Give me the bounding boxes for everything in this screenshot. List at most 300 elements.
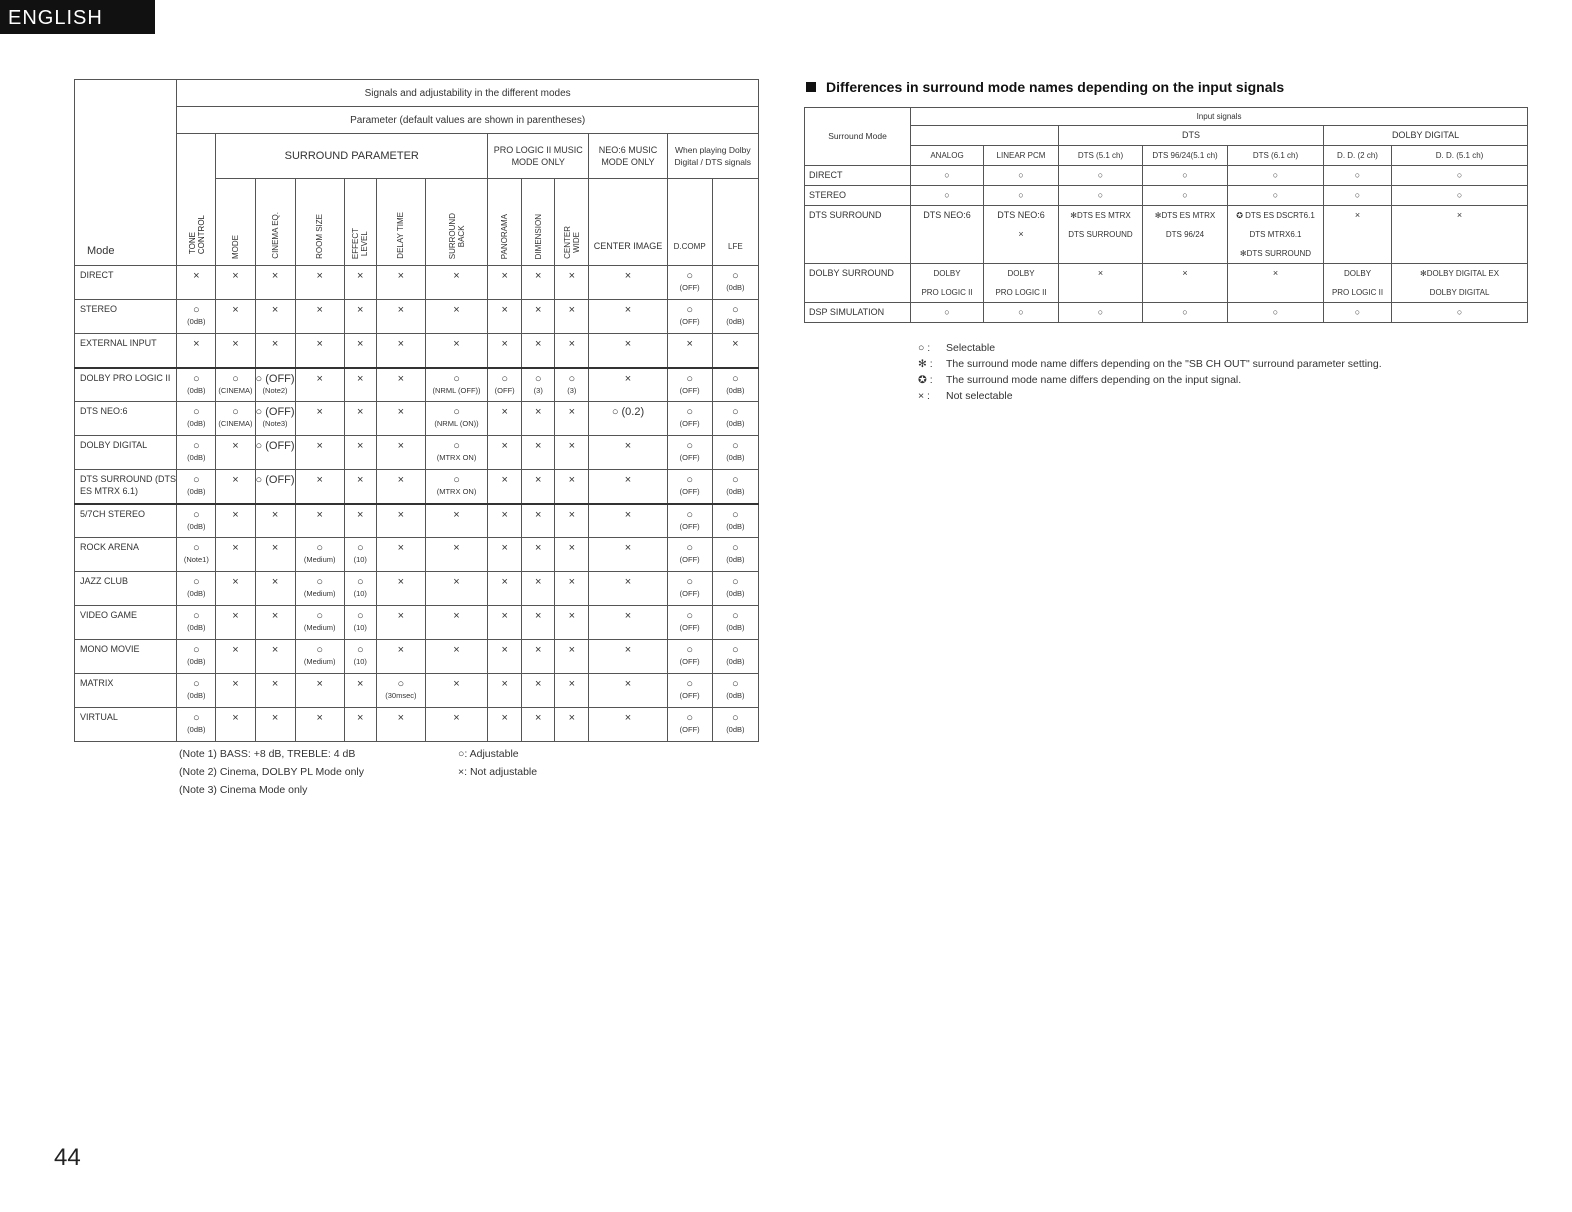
- mode-name: DTS SURROUND (DTS ES MTRX 6.1): [75, 470, 177, 504]
- cell-symbol: ×: [535, 508, 542, 521]
- cell-symbol: ×: [357, 372, 364, 385]
- cell-symbol: ○: [732, 270, 739, 282]
- table-cell: [376, 368, 425, 402]
- surround-mode-name: DIRECT: [805, 166, 911, 186]
- cell-symbol: ×: [732, 338, 739, 350]
- cell-default: (NRML (ON)): [434, 419, 479, 428]
- table-cell: [667, 334, 712, 368]
- table-row: [75, 606, 759, 640]
- cell-symbol: ○: [232, 372, 239, 385]
- cell-symbol: ○: [193, 610, 200, 622]
- table-cell: [255, 504, 295, 538]
- page-number: 44: [54, 1144, 81, 1171]
- table-cell: [712, 402, 758, 436]
- cell-default: (30msec): [385, 691, 417, 700]
- cell-default: (OFF): [679, 691, 700, 700]
- cell-symbol: ○: [193, 508, 200, 521]
- table-cell: [376, 334, 425, 368]
- table-cell: DOLBY PRO LOGIC II: [1324, 264, 1392, 303]
- table-cell: [589, 708, 667, 742]
- table-cell: ○: [911, 303, 984, 323]
- cell-symbol: ×: [271, 576, 279, 588]
- table-cell: [488, 674, 522, 708]
- table-cell: [344, 572, 376, 606]
- legend-not-adjustable: ×: Not adjustable: [458, 766, 538, 778]
- cell-default: (OFF): [679, 623, 700, 632]
- table-cell: [555, 470, 589, 504]
- table-cell: [255, 674, 295, 708]
- table-cell: [589, 674, 667, 708]
- legend-key: × :: [918, 390, 930, 402]
- mode-name: ROCK ARENA: [75, 538, 177, 572]
- cell-symbol: ○: [686, 644, 693, 656]
- dolby-digital-header: DOLBY DIGITAL: [1324, 126, 1528, 146]
- table-cell: [177, 674, 216, 708]
- table-cell: [425, 300, 487, 334]
- table-cell: [488, 368, 522, 402]
- table-cell: [589, 402, 667, 436]
- table-cell: [522, 606, 555, 640]
- table-cell: [216, 334, 255, 368]
- cell-default: (0dB): [187, 487, 206, 496]
- table-cell: [522, 436, 555, 470]
- table-cell: [344, 470, 376, 504]
- table-cell: [555, 572, 589, 606]
- table-cell: [177, 504, 216, 538]
- cell-symbol: ○: [686, 576, 693, 588]
- cell-default: (Medium): [303, 589, 336, 598]
- legend-text: The surround mode name differs depending on the "SB CH OUT" surround parameter setting.: [946, 358, 1382, 370]
- cell-symbol: ×: [568, 610, 576, 622]
- column-header: D. D. (5.1 ch): [1392, 146, 1528, 166]
- cell-symbol: ×: [232, 678, 239, 690]
- surround-mode-name: DTS SURROUND: [805, 206, 911, 264]
- table-cell: [555, 538, 589, 572]
- table-row: [805, 206, 1528, 264]
- table-cell: [488, 470, 522, 504]
- cell-symbol: ○: [453, 440, 460, 452]
- table-cell: [376, 606, 425, 640]
- mode-name: VIRTUAL: [75, 708, 177, 742]
- cell-symbol: ×: [397, 644, 405, 656]
- table-cell: [712, 368, 758, 402]
- cell-symbol: ○: [356, 644, 364, 656]
- cell-symbol: ×: [397, 338, 405, 350]
- mode-name: DIRECT: [75, 266, 177, 300]
- column-header: D. D. (2 ch): [1324, 146, 1392, 166]
- table-cell: [216, 572, 255, 606]
- cell-symbol: ○ (OFF): [255, 406, 295, 418]
- cell-symbol: ×: [232, 644, 239, 656]
- cell-symbol: ×: [624, 576, 632, 588]
- cell-symbol: ×: [232, 338, 239, 350]
- table-cell: [216, 436, 255, 470]
- cell-symbol: ×: [397, 440, 405, 452]
- table-cell: [344, 538, 376, 572]
- table-row: [805, 264, 1528, 303]
- cell-symbol: ×: [316, 508, 323, 521]
- cell-symbol: ○: [534, 372, 542, 385]
- pro-logic-header: PRO LOGIC II MUSIC MODE ONLY: [488, 134, 589, 179]
- cell-default: (0dB): [726, 521, 745, 531]
- table-cell: [255, 334, 295, 368]
- cell-symbol: ×: [624, 644, 632, 656]
- table-cell: [667, 640, 712, 674]
- table-cell: [712, 538, 758, 572]
- cell-symbol: ○: [193, 304, 200, 316]
- table-cell: [712, 300, 758, 334]
- table-cell: ○: [1143, 303, 1228, 323]
- cell-symbol: ○: [686, 508, 693, 521]
- table-cell: [589, 266, 667, 300]
- table-cell: [667, 674, 712, 708]
- cell-symbol: ×: [316, 440, 323, 452]
- cell-symbol: ×: [501, 508, 508, 521]
- cell-symbol: ×: [357, 338, 364, 350]
- cell-symbol: ○: [193, 644, 200, 656]
- table-cell: [589, 538, 667, 572]
- table-cell: ✻DTS ES MTRX DTS 96/24: [1143, 206, 1228, 264]
- surround-mode-header: Surround Mode: [805, 108, 911, 166]
- cell-symbol: ○: [501, 372, 508, 385]
- col-lfe: LFE: [712, 179, 758, 266]
- col-dcomp: D.COMP: [667, 179, 712, 266]
- table-cell: [425, 436, 487, 470]
- when-playing-header: When playing Dolby Digital / DTS signals: [667, 134, 758, 179]
- table-row: [75, 402, 759, 436]
- cell-symbol: ×: [271, 508, 279, 521]
- cell-symbol: ×: [232, 576, 239, 588]
- table-cell: [177, 538, 216, 572]
- cell-symbol: ×: [232, 270, 239, 282]
- table-cell: DOLBY PRO LOGIC II: [984, 264, 1059, 303]
- cell-default: (0dB): [726, 555, 745, 564]
- table-row: [75, 538, 759, 572]
- cell-symbol: ○ (0.2): [611, 406, 645, 418]
- cell-symbol: ○: [193, 474, 200, 486]
- cell-symbol: ×: [501, 610, 508, 622]
- cell-default: (CINEMA): [218, 419, 253, 428]
- cell-symbol: ×: [193, 338, 200, 350]
- table-cell: [177, 470, 216, 504]
- legend-key: ○ :: [918, 342, 931, 354]
- col-panorama: PANORAMA: [488, 179, 522, 266]
- cell-symbol: ○: [453, 406, 460, 418]
- cell-symbol: ×: [568, 508, 576, 521]
- col-center-image: CENTER IMAGE: [589, 179, 667, 266]
- mode-name: DTS NEO:6: [75, 402, 177, 436]
- cell-symbol: ×: [271, 338, 279, 350]
- cell-symbol: ×: [568, 542, 576, 554]
- cell-symbol: ×: [453, 610, 460, 622]
- table-cell: [488, 538, 522, 572]
- cell-symbol: ×: [397, 372, 405, 385]
- cell-default: (10): [353, 657, 367, 666]
- table-cell: ○: [1228, 186, 1324, 206]
- cell-symbol: ○ (OFF): [255, 440, 295, 452]
- table-row: [75, 708, 759, 742]
- selectability-legend: [918, 340, 1382, 404]
- table-row: [75, 300, 759, 334]
- table-cell: [425, 470, 487, 504]
- surround-mode-names-table: [804, 107, 1528, 323]
- cell-symbol: ×: [193, 270, 200, 282]
- table-cell: [712, 504, 758, 538]
- table-cell: [712, 266, 758, 300]
- table-cell: [589, 470, 667, 504]
- cell-symbol: ×: [397, 406, 405, 418]
- legend-item: [918, 372, 1382, 388]
- cell-symbol: ×: [271, 304, 279, 316]
- table-cell: [488, 436, 522, 470]
- cell-symbol: ×: [535, 440, 542, 452]
- mode-name: EXTERNAL INPUT: [75, 334, 177, 368]
- table-cell: [255, 640, 295, 674]
- surround-parameter-header: SURROUND PARAMETER: [216, 134, 488, 179]
- cell-symbol: ○: [453, 372, 460, 385]
- cell-symbol: ○: [686, 542, 693, 554]
- cell-symbol: ×: [686, 338, 693, 350]
- notes: [179, 745, 364, 799]
- cell-default: (OFF): [679, 453, 700, 462]
- cell-symbol: ○: [686, 678, 693, 690]
- cell-default: (OFF): [679, 385, 700, 395]
- cell-default: (10): [353, 589, 367, 598]
- table-cell: [216, 402, 255, 436]
- table-cell: [216, 674, 255, 708]
- table-cell: [376, 266, 425, 300]
- mode-name: VIDEO GAME: [75, 606, 177, 640]
- table-cell: ○: [1059, 303, 1143, 323]
- table-cell: [216, 538, 255, 572]
- cell-symbol: ×: [501, 644, 508, 656]
- cell-symbol: ×: [316, 338, 323, 350]
- table-cell: [376, 504, 425, 538]
- cell-symbol: ○: [193, 440, 200, 452]
- cell-symbol: ×: [453, 712, 460, 724]
- col-tone-control: TONE CONTROL: [188, 214, 206, 254]
- mode-name: MATRIX: [75, 674, 177, 708]
- table-cell: [667, 606, 712, 640]
- cell-symbol: ×: [568, 678, 576, 690]
- cell-symbol: ×: [501, 712, 508, 724]
- cell-symbol: ×: [397, 304, 405, 316]
- table-cell: [344, 640, 376, 674]
- table-cell: [295, 538, 344, 572]
- table-cell: [555, 300, 589, 334]
- table-cell: [425, 266, 487, 300]
- cell-symbol: ×: [568, 644, 576, 656]
- table-cell: [376, 402, 425, 436]
- cell-symbol: ×: [568, 576, 576, 588]
- table-cell: [522, 572, 555, 606]
- table-cell: ○: [984, 186, 1059, 206]
- table-cell: [555, 606, 589, 640]
- cell-symbol: ○: [732, 678, 739, 690]
- cell-default: (10): [353, 555, 367, 564]
- table-cell: ○: [1392, 303, 1528, 323]
- table-cell: [344, 674, 376, 708]
- cell-symbol: ×: [316, 270, 323, 282]
- table-cell: [488, 606, 522, 640]
- cell-symbol: ×: [357, 304, 364, 316]
- table-row: [75, 572, 759, 606]
- legend-adjustable: ○: Adjustable: [458, 748, 519, 760]
- cell-default: (0dB): [726, 691, 745, 700]
- table-cell: ○: [911, 186, 984, 206]
- legend-text: Selectable: [946, 342, 996, 354]
- cell-default: (OFF): [679, 725, 700, 734]
- table-cell: ×: [1228, 264, 1324, 303]
- table-cell: [522, 538, 555, 572]
- cell-symbol: ×: [453, 644, 460, 656]
- cell-default: (0dB): [187, 725, 206, 734]
- cell-symbol: ×: [568, 406, 576, 418]
- table-cell: [295, 436, 344, 470]
- table-cell: [522, 368, 555, 402]
- table-cell: [295, 300, 344, 334]
- surround-parameter-table: [74, 79, 759, 742]
- cell-symbol: ×: [397, 576, 405, 588]
- cell-default: (Note2): [262, 385, 288, 395]
- legend-item: [918, 340, 1382, 356]
- cell-default: (0dB): [187, 691, 206, 700]
- cell-symbol: ○: [193, 712, 200, 724]
- table-cell: [589, 334, 667, 368]
- cell-symbol: ○ (OFF): [255, 474, 295, 486]
- table-cell: [555, 640, 589, 674]
- input-signals-header: Input signals: [911, 108, 1528, 126]
- cell-symbol: ○: [356, 542, 364, 554]
- cell-symbol: ×: [501, 474, 508, 486]
- table-cell: [488, 640, 522, 674]
- table-cell: [376, 640, 425, 674]
- table-cell: ○: [984, 166, 1059, 186]
- table-cell: [216, 368, 255, 402]
- table-cell: [712, 334, 758, 368]
- mode-name: 5/7CH STEREO: [75, 504, 177, 538]
- cell-symbol: ○: [232, 406, 239, 418]
- cell-symbol: ×: [271, 542, 279, 554]
- cell-default: (0dB): [726, 385, 745, 395]
- table-cell: [522, 300, 555, 334]
- cell-symbol: ×: [316, 712, 323, 724]
- table-cell: [177, 708, 216, 742]
- mode-name: DOLBY DIGITAL: [75, 436, 177, 470]
- table-row: [75, 334, 759, 368]
- table-row: [75, 674, 759, 708]
- table-cell: ✻DTS ES MTRX DTS SURROUND: [1059, 206, 1143, 264]
- table-cell: [488, 300, 522, 334]
- cell-symbol: ×: [568, 304, 576, 316]
- cell-default: (0dB): [726, 725, 745, 734]
- table-cell: [177, 368, 216, 402]
- table-cell: ○: [1392, 166, 1528, 186]
- legend-text: The surround mode name differs depending on the input signal.: [946, 374, 1242, 386]
- table-cell: [522, 266, 555, 300]
- cell-symbol: ×: [453, 304, 460, 316]
- table-cell: DOLBY PRO LOGIC II: [911, 264, 984, 303]
- cell-symbol: ×: [535, 712, 542, 724]
- cell-symbol: ○: [732, 304, 739, 316]
- table-cell: [344, 334, 376, 368]
- cell-default: (0dB): [187, 453, 206, 462]
- cell-symbol: ×: [501, 678, 508, 690]
- cell-default: (0dB): [726, 453, 745, 462]
- table-cell: [255, 300, 295, 334]
- table-cell: [488, 266, 522, 300]
- cell-symbol: ×: [232, 542, 239, 554]
- cell-symbol: ○: [686, 440, 693, 452]
- table-cell: DTS NEO:6: [911, 206, 984, 264]
- table-cell: [177, 334, 216, 368]
- table-cell: [522, 470, 555, 504]
- cell-symbol: ×: [535, 576, 542, 588]
- cell-symbol: ○: [453, 474, 460, 486]
- cell-symbol: ×: [568, 270, 576, 282]
- table-cell: ✪ DTS ES DSCRT6.1 DTS MTRX6.1 ✻DTS SURROUND: [1228, 206, 1324, 264]
- table-cell: ○: [1059, 166, 1143, 186]
- table-cell: [425, 606, 487, 640]
- cell-symbol: ○: [732, 372, 739, 385]
- col-center-wide: CENTER WIDE: [555, 179, 589, 266]
- table-cell: [425, 640, 487, 674]
- table-cell: ○: [1324, 186, 1392, 206]
- cell-default: (CINEMA): [218, 385, 253, 395]
- cell-default: (OFF): [494, 385, 515, 395]
- col-room-size: ROOM SIZE: [295, 179, 344, 266]
- cell-symbol: ○: [193, 576, 200, 588]
- cell-symbol: ○: [686, 304, 693, 316]
- cell-symbol: ×: [316, 304, 323, 316]
- cell-symbol: ×: [271, 678, 279, 690]
- table-row: [75, 368, 759, 402]
- cell-symbol: ○: [732, 712, 739, 724]
- table-cell: [712, 470, 758, 504]
- neo6-header: NEO:6 MUSIC MODE ONLY: [589, 134, 667, 179]
- cell-symbol: ×: [453, 576, 460, 588]
- cell-default: (MTRX ON): [436, 487, 477, 496]
- cell-symbol: ×: [568, 338, 576, 350]
- cell-symbol: ○: [732, 644, 739, 656]
- cell-default: (0dB): [726, 419, 745, 428]
- cell-symbol: ×: [357, 406, 364, 418]
- table-row: [75, 504, 759, 538]
- table-cell: [555, 402, 589, 436]
- cell-default: (Medium): [303, 555, 336, 564]
- table-cell: [425, 402, 487, 436]
- table-cell: [255, 368, 295, 402]
- table-row: [805, 166, 1528, 186]
- table-cell: DTS NEO:6 ×: [984, 206, 1059, 264]
- cell-symbol: ○: [193, 372, 200, 385]
- cell-default: (3): [533, 385, 543, 395]
- table-cell: [555, 334, 589, 368]
- table-cell: ○: [1324, 303, 1392, 323]
- table-cell: [216, 606, 255, 640]
- table-row: [75, 470, 759, 504]
- table-cell: [216, 470, 255, 504]
- mode-name: DOLBY PRO LOGIC II: [75, 368, 177, 402]
- cell-symbol: ×: [501, 576, 508, 588]
- cell-symbol: ○: [732, 576, 739, 588]
- table-cell: [295, 334, 344, 368]
- surround-mode-name: DOLBY SURROUND: [805, 264, 911, 303]
- table-cell: [295, 606, 344, 640]
- table-cell: [255, 708, 295, 742]
- table-cell: [295, 504, 344, 538]
- cell-default: (0dB): [726, 657, 745, 666]
